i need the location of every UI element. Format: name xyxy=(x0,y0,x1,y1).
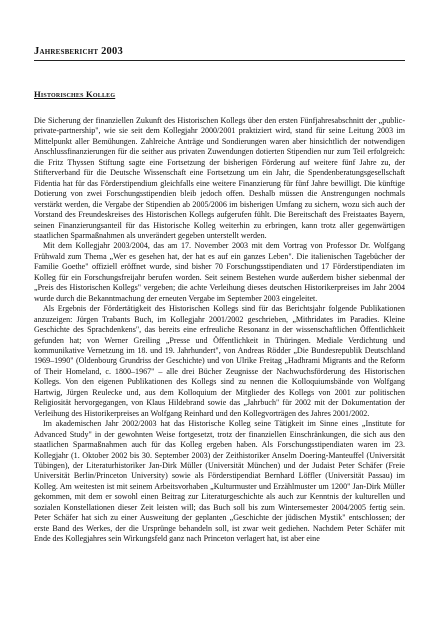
paragraph: Als Ergebnis der Fördertätigkeit des Historischen Kollegs sind für das Berichtsjahr folgende Publikationen anzuzeigen: Jürgen Trabants Buch, im Kollegjahr 2001/2002 geschrieben, „Mithridates im Paradies. Kleine Geschichte des Sprachdenkens", das bereits eine erfreuliche Resonanz in der wissenschaftlichen Öffentlichkeit gefunden hat; von Werner Greiling „Presse und Öffentlichkeit in Thüringen. Mediale Verdichtung und kommunikative Vernetzung im 18. und 19. Jahrhundert", von Andreas Rödder „Die Bundesrepublik Deutschland 1969–1990" (Oldenbourg Grundriss der Geschichte) und von Ulrike Freitag „Hadhrami Migrants and the Reform of Their Homeland, c. 1800–1967" – alle drei Bücher Zeugnisse der Nachwuchsförderung des Historischen Kollegs. Von den eigenen Publikationen des Kollegs sind zu nennen die Kolloquiumsbände von Wolfgang Hartwig, Jürgen Reulecke und, aus dem Kolloquium der Mitglieder des Kollegs von 2001 zur politischen Religiosität hervorgegangen, von Klaus Hildebrand sowie das „Jahrbuch" für 2002 mit der Dokumentation der Verleihung des Historikerpreises an Wolfgang Reinhard und den Kollegvorträgen des Jahres 2001/2002. xyxy=(34,304,405,418)
paragraph: Im akademischen Jahr 2002/2003 hat das Historische Kolleg seine Tätigkeit im Sinne eines „Institute for Advanced Study" in der gewohnten Weise fortgesetzt, trotz der finanziellen Einschränkungen, die sich aus den staatlichen Sparmaßnahmen auch für das Kolleg ergeben haben. Als Forschungsstipendiaten waren im 23. Kollegjahr (1. Oktober 2002 bis 30. September 2003) der Zeithistoriker Anselm Doering-Manteuffel (Universität Tübingen), der Literaturhistoriker Jan-Dirk Müller (Universität München) und der Judaist Peter Schäfer (Freie Universität Berlin/Princeton University) sowie als Förderstipendiat Bernhard Löffler (Universität Passau) im Kolleg. Am weitesten ist mit seinem Arbeitsvorhaben „Kulturmuster und Erzählmuster um 1200" Jan-Dirk Müller gekommen, mit dem er sowohl einen Beitrag zur Literaturgeschichte als auch zur Kenntnis der kulturellen und sozialen Konstellationen dieser Zeit leisten will; das Buch soll bis zum Wintersemester 2004/2005 fertig sein. Peter Schäfer hat sich zu einer Ausweitung der geplanten „Geschichte der jüdischen Mystik" entschlossen; der erste Band des Werkes, der die Ursprünge behandeln soll, ist zwar weit gediehen. Nachdem Peter Schäfer mit Ende des Kollegjahres sein Wirkungsfeld ganz nach Princeton verlagert hat, ist aber eine xyxy=(34,419,405,544)
page-header xyxy=(34,46,405,57)
header-rule xyxy=(34,60,405,61)
section-title: Historisches Kolleg xyxy=(34,89,116,99)
header-title: Jahresbericht xyxy=(34,46,99,57)
body-text xyxy=(34,116,405,545)
paragraph: Mit dem Kollegjahr 2003/2004, das am 17. November 2003 mit dem Vortrag von Professor Dr. Wolfgang Frühwald zum Thema „Wer es gesehen hat, der hat es auf ein ganzes Leben". Die italienischen Tagebücher der Familie Goethe" offiziell eröffnet wurde, sind bisher 70 Forschungsstipendiaten und 17 Förderstipendiaten im Kolleg für ein Forschungsfreijahr berufen worden. Seit seinem Bestehen wurde außerdem bisher siebenmal der „Preis des Historischen Kollegs" vergeben; die achte Verleihung dieses deutschen Historikerpreises im Jahr 2004 wurde durch die Bekanntmachung der erneuten Vergabe im September 2003 eingeleitet. xyxy=(34,241,405,303)
header-year: 2003 xyxy=(101,46,123,57)
paragraph: Die Sicherung der finanziellen Zukunft des Historischen Kollegs über den ersten Fünfjahresabschnitt der „public-private-partnership", wie sie seit dem Kollegjahr 2000/2001 praktiziert wird, stand für seine Leitung 2003 im Mittelpunkt aller Bemühungen. Zahlreiche Anträge und Sondierungen waren aber hinsichtlich der notwendigen Anschlussfinanzierungen für die seither aus privaten Zuwendungen dotierten Stipendien nur zum Teil erfolgreich: die Fritz Thyssen Stiftung sagte eine Fortsetzung der bisherigen Förderung auf weitere fünf Jahre zu, der Stifterverband für die Deutsche Wissenschaft eine Fortsetzung um ein Jahr, die Spendenberatungsgesellschaft Fidentia hat für das Förderstipendium gleichfalls eine weitere Finanzierung für fünf Jahre bewilligt. Die künftige Dotierung von zwei Forschungsstipendien bleib jedoch offen. Deshalb müssen die Anstrengungen nochmals verstärkt werden, die Vergabe der Stipendien ab 2005/2006 im bisherigen Umfang zu sichern, wozu sich auch der Vorstand des Freundeskreises des Historischen Kollegs aufgerufen fühlt. Die Bereitschaft des Freistaates Bayern, seinen Finanzierungsanteil für das Historische Kolleg weiterhin zu erbringen, kann trotz aller gegenwärtigen staatlichen Sparmaßnahmen als unverändert gegeben unterstellt werden. xyxy=(34,116,405,240)
